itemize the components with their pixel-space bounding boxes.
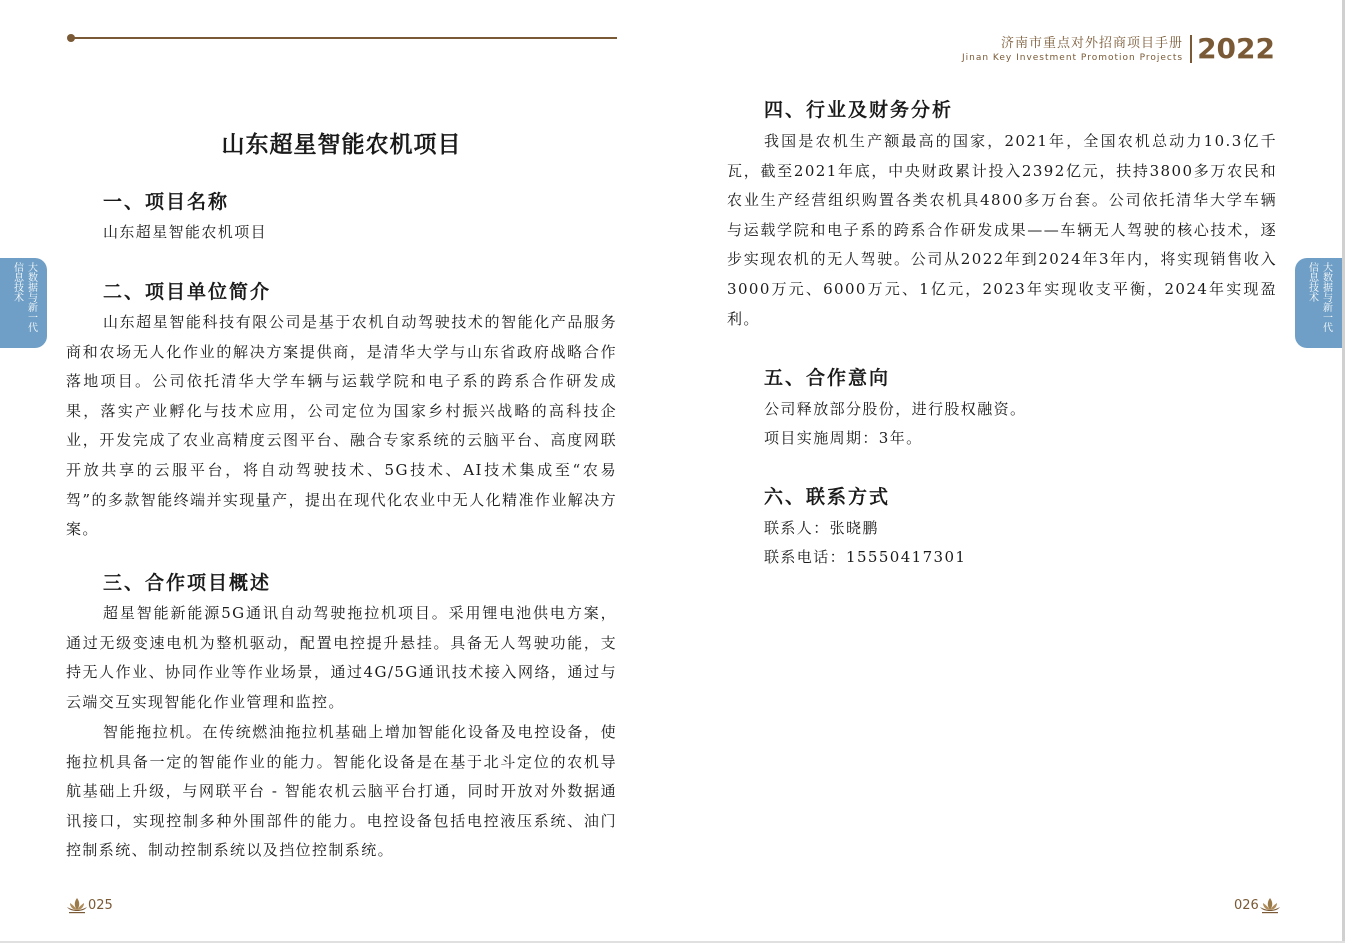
section-heading-contact: 六、联系方式 <box>764 486 891 508</box>
lotus-icon <box>1259 896 1281 914</box>
side-tab-line2: 信息技术 <box>11 262 23 302</box>
section-text-cooperation-2: 项目实施周期：3年。 <box>764 429 923 447</box>
header-separator <box>1190 35 1192 63</box>
header-title-cn: 济南市重点对外招商项目手册 <box>1001 35 1184 51</box>
contact-person: 联系人：张晓鹏 <box>764 519 879 537</box>
section-text-company-intro: 山东超星智能科技有限公司是基于农机自动驾驶技术的智能化产品服务商和农场无人化作业的解决方案提供商，是清华大学与山东省政府战略合作落地项目。公司依托清华大学车辆与运载学院和电子系的跨系合作研发成果，落实产业孵化与技术应用，公司定位为国家乡村振兴战略的高科技企业，开发完成了农业高精度云图平台、融合专家系统的云脑平台、高度网联开放共享的云服平台，将自动驾驶技术、5G技术、AI技术集成至“农易驾”的多款智能终端并实现量产，提出在现代化农业中无人化精准作业解决方案。 <box>66 313 617 539</box>
section-text-project-name: 山东超星智能农机项目 <box>103 223 268 241</box>
header-titles <box>962 35 1183 64</box>
header-title-en: Jinan Key Investment Promotion Projects <box>961 52 1184 63</box>
side-tab-line2: 信息技术 <box>1306 262 1318 302</box>
page-number: 025 <box>88 898 113 913</box>
lotus-icon <box>66 896 88 914</box>
section-text-overview-1: 超星智能新能源5G通讯自动驾驶拖拉机项目。采用锂电池供电方案，通过无级变速电机为整机驱动，配置电控提升悬挂。具备无人驾驶功能，支持无人作业、协同作业等作业场景，通过4G/5G通讯技术接入网络，通过与云端交互实现智能化作业管理和监控。 <box>66 604 617 711</box>
page-number-left <box>66 896 113 914</box>
contact-phone: 联系电话：15550417301 <box>764 548 967 566</box>
section-heading-project-overview: 三、合作项目概述 <box>103 572 272 594</box>
page-title: 山东超星智能农机项目 <box>221 131 462 158</box>
running-header <box>962 34 1275 64</box>
section-heading-industry-finance: 四、行业及财务分析 <box>764 99 954 121</box>
side-tab-right <box>1295 258 1342 348</box>
section-heading-company-intro: 二、项目单位简介 <box>103 281 272 303</box>
side-tab-line1: 大数据与新一代 <box>25 262 37 332</box>
section-text-industry-finance: 我国是农机生产额最高的国家，2021年，全国农机总动力10.3亿千瓦，截至2021年底，中央财政累计投入2392亿元，扶持3800多万农民和农业生产经营组织购置各类农机具4800多万台套。公司依托清华大学车辆与运载学院和电子系的跨系合作研发成果——车辆无人驾驶的核心技术，逐步实现农机的无人驾驶。公司从2022年到2024年3年内，将实现销售收入3000万元、6000万元、1亿元，2023年实现收支平衡，2024年实现盈利。 <box>727 132 1277 328</box>
header-year: 2022 <box>1197 32 1275 65</box>
top-rule-line <box>72 37 617 39</box>
section-text-cooperation-1: 公司释放部分股份，进行股权融资。 <box>764 400 1027 418</box>
side-tab-left <box>0 258 47 348</box>
page-number-right <box>1234 896 1281 914</box>
page-number: 026 <box>1234 898 1259 913</box>
section-heading-cooperation: 五、合作意向 <box>764 367 891 389</box>
side-tab-line1: 大数据与新一代 <box>1320 262 1332 332</box>
section-text-overview-2: 智能拖拉机。在传统燃油拖拉机基础上增加智能化设备及电控设备，使拖拉机具备一定的智能作业的能力。智能化设备是在基于北斗定位的农机导航基础上升级，与网联平台 - 智能农机云脑平台打通，同时开放对外数据通讯接口，实现控制多种外围部件的能力。电控设备包括电控液压系统、油门控制系统、制动控制系统以及挡位控制系统。 <box>66 723 617 860</box>
section-heading-project-name: 一、项目名称 <box>103 191 230 213</box>
